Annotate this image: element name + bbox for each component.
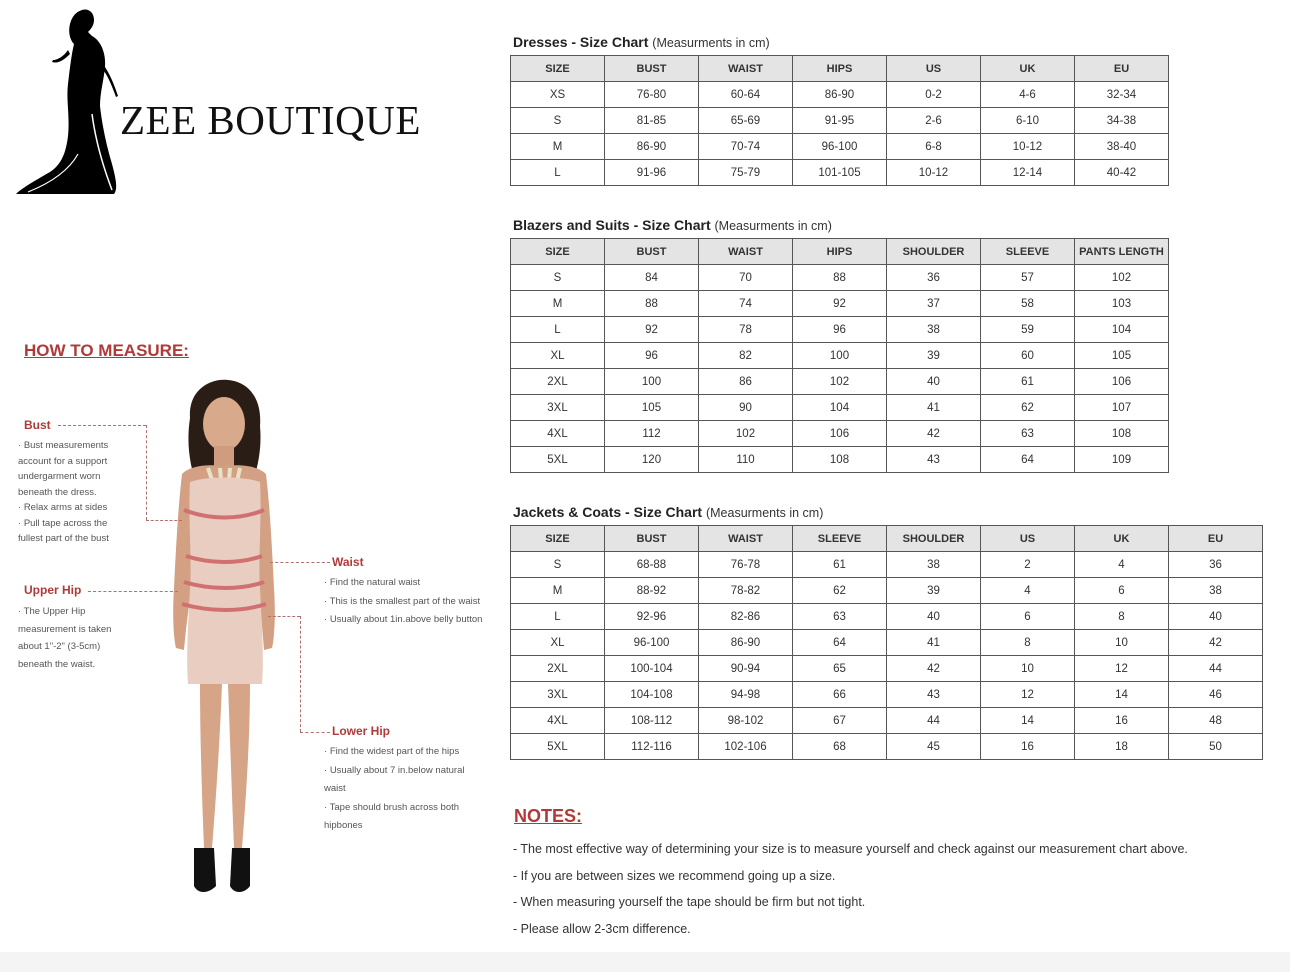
table-cell: 40 xyxy=(1169,604,1263,630)
table-cell: 5XL xyxy=(511,447,605,473)
table-row xyxy=(511,552,1263,578)
table-cell: 39 xyxy=(887,343,981,369)
table-cell: 65-69 xyxy=(699,108,793,134)
table-cell: 86-90 xyxy=(793,82,887,108)
table-cell: 59 xyxy=(981,317,1075,343)
bust-instruction-1: · Bust measurements account for a support undergarment worn beneath the dress. xyxy=(18,440,109,498)
table-cell: 63 xyxy=(981,421,1075,447)
model-figure-illustration xyxy=(150,378,300,908)
table-cell: 88 xyxy=(793,265,887,291)
column-header: SIZE xyxy=(511,239,605,265)
column-header: EU xyxy=(1075,56,1169,82)
table-cell: 100 xyxy=(605,369,699,395)
table-header-row xyxy=(511,56,1169,82)
table-cell: 38 xyxy=(1169,578,1263,604)
table-cell: 86-90 xyxy=(699,630,793,656)
table-cell: 102 xyxy=(1075,265,1169,291)
jackets-chart-title xyxy=(513,504,823,520)
upper-hip-instruction-1: · The Upper Hip measurement is taken about 1"-2" (3-5cm) beneath the waist. xyxy=(18,606,112,670)
table-cell: 10-12 xyxy=(887,160,981,186)
table-cell: 3XL xyxy=(511,682,605,708)
table-cell: 60 xyxy=(981,343,1075,369)
table-cell: 2-6 xyxy=(887,108,981,134)
table-cell: 101-105 xyxy=(793,160,887,186)
table-cell: 44 xyxy=(887,708,981,734)
lower-hip-label: Lower Hip xyxy=(332,724,391,738)
table-cell: 105 xyxy=(1075,343,1169,369)
table-cell: 4XL xyxy=(511,708,605,734)
table-cell: L xyxy=(511,604,605,630)
table-cell: 2XL xyxy=(511,656,605,682)
jackets-subtitle: (Measurments in cm) xyxy=(705,506,824,520)
table-cell: 14 xyxy=(1075,682,1169,708)
table-cell: 65 xyxy=(793,656,887,682)
table-cell: S xyxy=(511,552,605,578)
table-cell: 96 xyxy=(605,343,699,369)
table-cell: 4 xyxy=(981,578,1075,604)
column-header: BUST xyxy=(605,526,699,552)
column-header: PANTS LENGTH xyxy=(1075,239,1169,265)
table-cell: M xyxy=(511,134,605,160)
table-cell: 78 xyxy=(699,317,793,343)
table-cell: 108-112 xyxy=(605,708,699,734)
table-cell: 112 xyxy=(605,421,699,447)
column-header: UK xyxy=(1075,526,1169,552)
note-item: - If you are between sizes we recommend going up a size. xyxy=(513,868,836,883)
notes-list xyxy=(513,842,1188,948)
table-cell: 2XL xyxy=(511,369,605,395)
lower-hip-instruction-2: · Usually about 7 in.below natural waist xyxy=(324,764,465,794)
table-row xyxy=(511,291,1169,317)
table-cell: 100 xyxy=(793,343,887,369)
table-cell: 8 xyxy=(1075,604,1169,630)
table-cell: 4XL xyxy=(511,421,605,447)
upper-hip-leader-line xyxy=(88,591,178,592)
dresses-subtitle: (Measurments in cm) xyxy=(652,36,770,50)
table-cell: 42 xyxy=(1169,630,1263,656)
table-cell: 68 xyxy=(793,734,887,760)
table-cell: 38 xyxy=(887,317,981,343)
waist-label: Waist xyxy=(332,555,364,569)
table-cell: 88-92 xyxy=(605,578,699,604)
lower-hip-instruction-1: · Find the widest part of the hips xyxy=(324,746,460,757)
table-cell: 57 xyxy=(981,265,1075,291)
table-cell: 88 xyxy=(605,291,699,317)
lower-hip-instruction-3: · Tape should brush across both hipbones xyxy=(324,801,460,831)
table-cell: 108 xyxy=(1075,421,1169,447)
column-header: US xyxy=(981,526,1075,552)
table-cell: 106 xyxy=(793,421,887,447)
column-header: HIPS xyxy=(793,239,887,265)
lower-hip-leader-vertical xyxy=(300,616,301,732)
dresses-chart-title xyxy=(513,34,770,50)
table-cell: 40 xyxy=(887,369,981,395)
table-cell: 100-104 xyxy=(605,656,699,682)
table-cell: 61 xyxy=(793,552,887,578)
table-cell: 81-85 xyxy=(605,108,699,134)
waist-leader-line xyxy=(270,562,330,563)
table-cell: 36 xyxy=(887,265,981,291)
column-header: EU xyxy=(1169,526,1263,552)
table-cell: 60-64 xyxy=(699,82,793,108)
table-cell: 120 xyxy=(605,447,699,473)
column-header: SLEEVE xyxy=(793,526,887,552)
bust-leader-end xyxy=(146,520,182,521)
table-cell: 76-78 xyxy=(699,552,793,578)
table-cell: 70 xyxy=(699,265,793,291)
table-cell: 38 xyxy=(887,552,981,578)
table-cell: 10 xyxy=(981,656,1075,682)
table-cell: 58 xyxy=(981,291,1075,317)
table-cell: 75-79 xyxy=(699,160,793,186)
dress-silhouette-icon xyxy=(8,4,138,204)
table-cell: 96-100 xyxy=(605,630,699,656)
table-cell: 62 xyxy=(793,578,887,604)
table-cell: 36 xyxy=(1169,552,1263,578)
column-header: SHOULDER xyxy=(887,526,981,552)
table-cell: S xyxy=(511,265,605,291)
bust-instructions xyxy=(18,438,132,547)
note-item: - Please allow 2-3cm difference. xyxy=(513,921,691,936)
jackets-size-table xyxy=(510,525,1263,760)
bust-leader-vertical xyxy=(146,425,147,520)
table-cell: 61 xyxy=(981,369,1075,395)
column-header: SIZE xyxy=(511,56,605,82)
table-cell: 103 xyxy=(1075,291,1169,317)
table-cell: 102 xyxy=(699,421,793,447)
table-cell: 38-40 xyxy=(1075,134,1169,160)
table-cell: 4 xyxy=(1075,552,1169,578)
table-cell: 104 xyxy=(793,395,887,421)
table-cell: 50 xyxy=(1169,734,1263,760)
table-cell: 34-38 xyxy=(1075,108,1169,134)
table-cell: 6 xyxy=(981,604,1075,630)
table-cell: 42 xyxy=(887,656,981,682)
table-cell: 90 xyxy=(699,395,793,421)
bust-leader-line xyxy=(58,425,146,426)
table-cell: 86 xyxy=(699,369,793,395)
table-cell: 102-106 xyxy=(699,734,793,760)
column-header: WAIST xyxy=(699,526,793,552)
column-header: HIPS xyxy=(793,56,887,82)
table-cell: L xyxy=(511,317,605,343)
blazers-size-table xyxy=(510,238,1169,473)
table-cell: 92-96 xyxy=(605,604,699,630)
blazers-title: Blazers and Suits - Size Chart xyxy=(513,217,711,233)
dresses-title: Dresses - Size Chart xyxy=(513,34,649,50)
table-cell: 16 xyxy=(1075,708,1169,734)
bust-instruction-3: · Pull tape across the fullest part of the bust xyxy=(18,517,109,544)
waist-instruction-3: · Usually about 1in.above belly button xyxy=(324,614,483,625)
table-cell: 67 xyxy=(793,708,887,734)
table-cell: 12-14 xyxy=(981,160,1075,186)
table-cell: XS xyxy=(511,82,605,108)
table-cell: 102 xyxy=(793,369,887,395)
table-cell: 10 xyxy=(1075,630,1169,656)
table-row xyxy=(511,317,1169,343)
table-row xyxy=(511,108,1169,134)
table-cell: 48 xyxy=(1169,708,1263,734)
brand-logo xyxy=(8,4,468,204)
column-header: WAIST xyxy=(699,239,793,265)
column-header: WAIST xyxy=(699,56,793,82)
table-cell: 41 xyxy=(887,630,981,656)
table-cell: M xyxy=(511,291,605,317)
table-row xyxy=(511,82,1169,108)
table-row xyxy=(511,578,1263,604)
table-cell: 105 xyxy=(605,395,699,421)
table-cell: 40 xyxy=(887,604,981,630)
table-cell: 96 xyxy=(793,317,887,343)
table-row xyxy=(511,265,1169,291)
note-item: - The most effective way of determining your size is to measure yourself and check against our measurement chart above. xyxy=(513,842,1188,856)
table-row xyxy=(511,447,1169,473)
table-cell: 4-6 xyxy=(981,82,1075,108)
table-row xyxy=(511,421,1169,447)
table-cell: 40-42 xyxy=(1075,160,1169,186)
table-cell: 66 xyxy=(793,682,887,708)
table-cell: 82-86 xyxy=(699,604,793,630)
table-cell: 14 xyxy=(981,708,1075,734)
table-cell: 70-74 xyxy=(699,134,793,160)
table-cell: 94-98 xyxy=(699,682,793,708)
table-cell: 64 xyxy=(793,630,887,656)
column-header: BUST xyxy=(605,56,699,82)
table-cell: 44 xyxy=(1169,656,1263,682)
bottom-band xyxy=(0,952,1290,972)
table-row xyxy=(511,734,1263,760)
table-cell: S xyxy=(511,108,605,134)
column-header: US xyxy=(887,56,981,82)
table-cell: 43 xyxy=(887,682,981,708)
table-cell: 104 xyxy=(1075,317,1169,343)
table-cell: 92 xyxy=(605,317,699,343)
table-cell: 18 xyxy=(1075,734,1169,760)
lower-hip-leader-start xyxy=(268,616,300,617)
table-cell: 107 xyxy=(1075,395,1169,421)
waist-instruction-1: · Find the natural waist xyxy=(324,577,421,588)
table-cell: 41 xyxy=(887,395,981,421)
table-row xyxy=(511,656,1263,682)
table-cell: 43 xyxy=(887,447,981,473)
table-cell: L xyxy=(511,160,605,186)
table-cell: 16 xyxy=(981,734,1075,760)
table-row xyxy=(511,160,1169,186)
column-header: SIZE xyxy=(511,526,605,552)
table-cell: 3XL xyxy=(511,395,605,421)
table-cell: XL xyxy=(511,343,605,369)
table-cell: 108 xyxy=(793,447,887,473)
lower-hip-leader-end xyxy=(300,732,330,733)
bust-instruction-2: · Relax arms at sides xyxy=(18,502,108,513)
table-header-row xyxy=(511,239,1169,265)
waist-instructions xyxy=(324,574,484,630)
column-header: UK xyxy=(981,56,1075,82)
table-cell: 74 xyxy=(699,291,793,317)
table-cell: 6 xyxy=(1075,578,1169,604)
table-cell: 62 xyxy=(981,395,1075,421)
table-cell: M xyxy=(511,578,605,604)
table-cell: 96-100 xyxy=(793,134,887,160)
upper-hip-instructions xyxy=(18,603,130,673)
table-cell: 2 xyxy=(981,552,1075,578)
table-cell: 45 xyxy=(887,734,981,760)
table-cell: 76-80 xyxy=(605,82,699,108)
table-row xyxy=(511,134,1169,160)
table-cell: 63 xyxy=(793,604,887,630)
blazers-subtitle: (Measurments in cm) xyxy=(714,219,832,233)
table-cell: 0-2 xyxy=(887,82,981,108)
table-cell: 104-108 xyxy=(605,682,699,708)
table-cell: 8 xyxy=(981,630,1075,656)
table-cell: XL xyxy=(511,630,605,656)
table-cell: 42 xyxy=(887,421,981,447)
table-cell: 6-8 xyxy=(887,134,981,160)
table-row xyxy=(511,604,1263,630)
table-cell: 6-10 xyxy=(981,108,1075,134)
table-row xyxy=(511,369,1169,395)
lower-hip-instructions xyxy=(324,743,486,836)
table-cell: 10-12 xyxy=(981,134,1075,160)
how-to-measure-title: HOW TO MEASURE: xyxy=(24,341,189,360)
table-row xyxy=(511,343,1169,369)
table-cell: 91-95 xyxy=(793,108,887,134)
column-header: SHOULDER xyxy=(887,239,981,265)
upper-hip-label: Upper Hip xyxy=(24,583,82,597)
table-cell: 86-90 xyxy=(605,134,699,160)
bust-label: Bust xyxy=(24,418,51,432)
table-cell: 109 xyxy=(1075,447,1169,473)
table-header-row xyxy=(511,526,1263,552)
table-cell: 37 xyxy=(887,291,981,317)
table-row xyxy=(511,395,1169,421)
dresses-size-table xyxy=(510,55,1169,186)
table-row xyxy=(511,682,1263,708)
table-row xyxy=(511,630,1263,656)
jackets-title: Jackets & Coats - Size Chart xyxy=(513,504,703,520)
table-cell: 98-102 xyxy=(699,708,793,734)
table-cell: 12 xyxy=(981,682,1075,708)
column-header: BUST xyxy=(605,239,699,265)
column-header: SLEEVE xyxy=(981,239,1075,265)
note-item: - When measuring yourself the tape should be firm but not tight. xyxy=(513,895,866,909)
table-cell: 90-94 xyxy=(699,656,793,682)
table-cell: 112-116 xyxy=(605,734,699,760)
table-cell: 39 xyxy=(887,578,981,604)
table-cell: 91-96 xyxy=(605,160,699,186)
table-cell: 92 xyxy=(793,291,887,317)
table-cell: 68-88 xyxy=(605,552,699,578)
table-cell: 12 xyxy=(1075,656,1169,682)
table-cell: 106 xyxy=(1075,369,1169,395)
table-cell: 110 xyxy=(699,447,793,473)
table-cell: 5XL xyxy=(511,734,605,760)
brand-name: ZEE BOUTIQUE xyxy=(120,97,421,143)
table-row xyxy=(511,708,1263,734)
table-cell: 46 xyxy=(1169,682,1263,708)
table-cell: 78-82 xyxy=(699,578,793,604)
table-cell: 64 xyxy=(981,447,1075,473)
waist-instruction-2: · This is the smallest part of the waist xyxy=(324,595,481,607)
table-cell: 84 xyxy=(605,265,699,291)
notes-title: NOTES: xyxy=(514,806,583,826)
blazers-chart-title xyxy=(513,217,832,233)
table-cell: 82 xyxy=(699,343,793,369)
table-cell: 32-34 xyxy=(1075,82,1169,108)
